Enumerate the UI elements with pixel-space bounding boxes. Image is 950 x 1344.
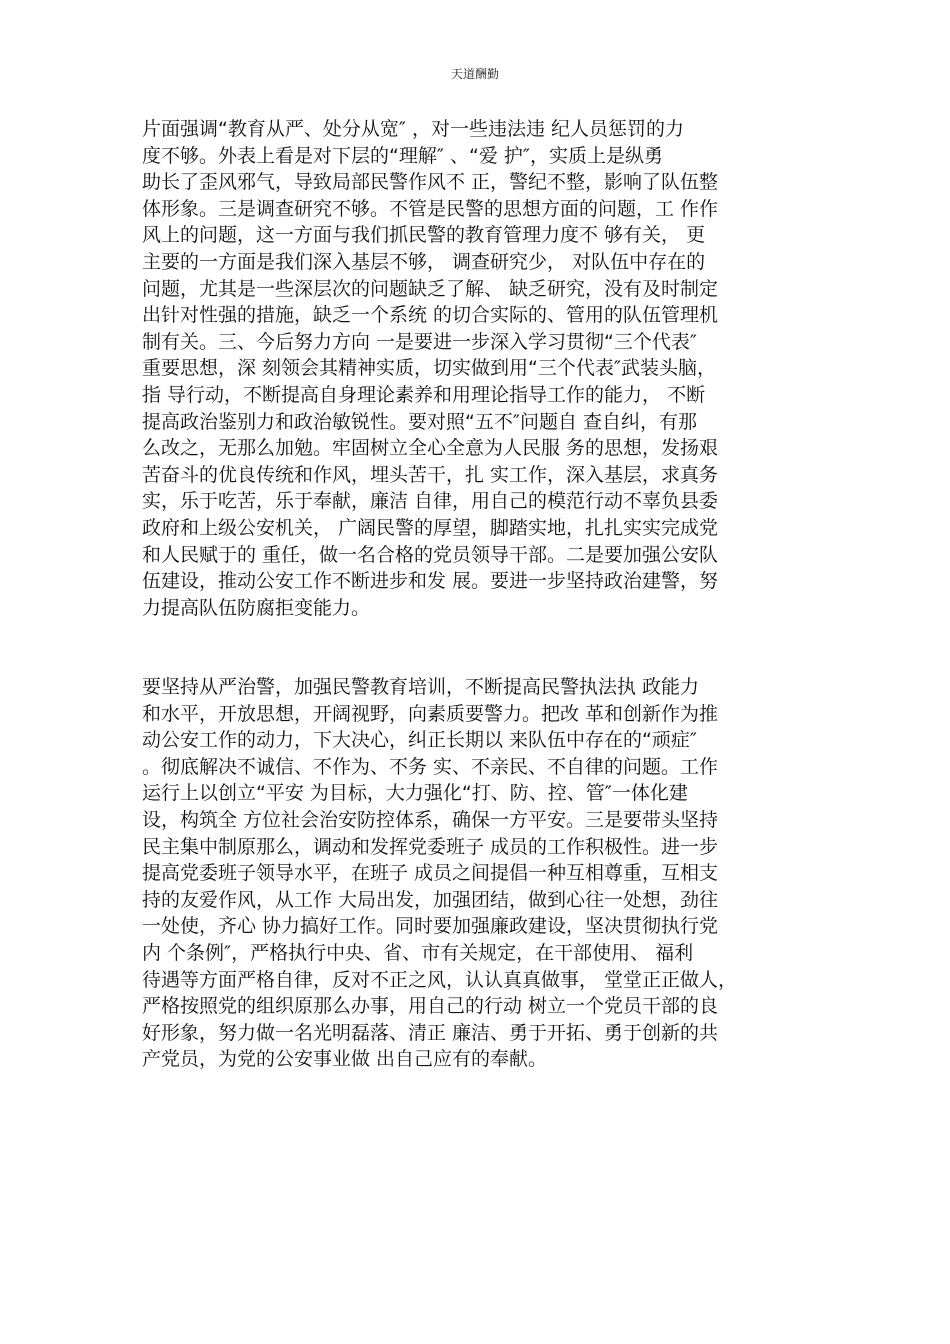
text-line: 好形象，努力做一名光明磊落、清正 廉洁、勇于开拓、勇于创新的共 (142, 1021, 719, 1044)
text-line: 伍建设，推动公安工作不断进步和发 展。要进一步坚持政治建警，努 (142, 570, 719, 593)
text-line: 风上的问题，这一方面与我们抓民警的教育管理力度不 够有关， 更 (142, 224, 706, 247)
text-line: 运行上以创立“平安 为目标，大力强化“打、防、控、管″一体化建 (142, 782, 688, 805)
text-line: 提高党委班子领导水平，在班子 成员之间提倡一种互相尊重，互相支 (142, 862, 719, 885)
text-line: 制有关。三、今后努力方向 一是要进一步深入学习贯彻“三个代表″ (142, 330, 697, 353)
text-line: 要坚持从严治警，加强民警教育培训，不断提高民警执法执 政能力 (142, 676, 700, 698)
text-line: 内 个条例″，严格执行中央、省、市有关规定，在干部使用、 福利 (142, 941, 694, 964)
body-paragraph-2 (142, 674, 814, 1073)
text-line: 主要的一方面是我们深入基层不够， 调查研究少， 对队伍中存在的 (142, 250, 706, 273)
body-paragraph-1 (142, 116, 814, 621)
text-line: 重要思想，深 刻领会其精神实质，切实做到用“三个代表″武装头脑， (142, 357, 716, 380)
text-line: 片面强调“教育从严、处分从宽″ ，对一些违法违 纪人员惩罚的力 (142, 118, 685, 140)
text-line: 力提高队伍防腐拒变能力。 (142, 596, 371, 619)
text-line: 民主集中制原那么，调动和发挥党委班子 成员的工作积极性。进一步 (142, 835, 719, 858)
text-line: 产党员，为党的公安事业做 出自己应有的奉献。 (142, 1048, 548, 1071)
text-line: 体形象。三是调查研究不够。不管是民警的思想方面的问题，工 作作 (142, 197, 719, 220)
text-line: 度不够。外表上看是对下层的“理解″ 、“爱 护″，实质上是纵勇 (142, 144, 663, 167)
text-line: 待遇等方面严格自律，反对不正之风，认认真真做事， 堂堂正正做人， (142, 968, 738, 991)
text-line: 设，构筑全 方位社会治安防控体系，确保一方平安。三是要带头坚持 (142, 808, 719, 831)
text-line: 么改之，无那么加勉。牢固树立全心全意为人民服 务的思想，发扬艰 (142, 437, 719, 460)
text-line: 动公安工作的动力，下大决心，纠正长期以 来队伍中存在的“顽症″ (142, 729, 697, 752)
page-header: 天道酬勤 (450, 67, 499, 81)
text-line: 出针对性强的措施，缺乏一个系统 的切合实际的、管用的队伍管理机 (142, 304, 719, 327)
text-line: 苦奋斗的优良传统和作风，埋头苦干，扎 实工作，深入基层，求真务 (142, 463, 719, 486)
text-line: 。彻底解决不诚信、不作为、不务 实、不亲民、不自律的问题。工作 (142, 755, 719, 778)
text-line: 和人民赋于的 重任，做一名合格的党员领导干部。二是要加强公安队 (142, 543, 719, 566)
text-line: 提高政治鉴别力和政治敏锐性。要对照“五不″问题自 查自纠，有那 (142, 410, 697, 433)
text-line: 一处使，齐心 协力搞好工作。同时要加强廉政建设，坚决贯彻执行党 (142, 915, 719, 938)
text-line: 问题，尤其是一些深层次的问题缺乏了解、 缺乏研究，没有及时制定 (142, 277, 719, 300)
text-line: 持的友爱作风，从工作 大局出发，加强团结，做到心往一处想，劲往 (142, 888, 719, 911)
text-line: 实，乐于吃苦，乐于奉献，廉洁 自律，用自己的模范行动不辜负县委 (142, 490, 719, 513)
text-line: 指 导行动，不断提高自身理论素养和用理论指导工作的能力， 不断 (142, 383, 706, 406)
text-line: 政府和上级公安机关， 广阔民警的厚望，脚踏实地，扎扎实实完成党 (142, 516, 719, 539)
text-line: 助长了歪风邪气，导致局部民警作风不 正，警纪不整，影响了队伍整 (142, 171, 719, 194)
text-line: 和水平，开放思想，开阔视野，向素质要警力。把改 革和创新作为推 (142, 702, 719, 725)
text-line: 严格按照党的组织原那么办事，用自己的行动 树立一个党员干部的良 (142, 995, 719, 1018)
